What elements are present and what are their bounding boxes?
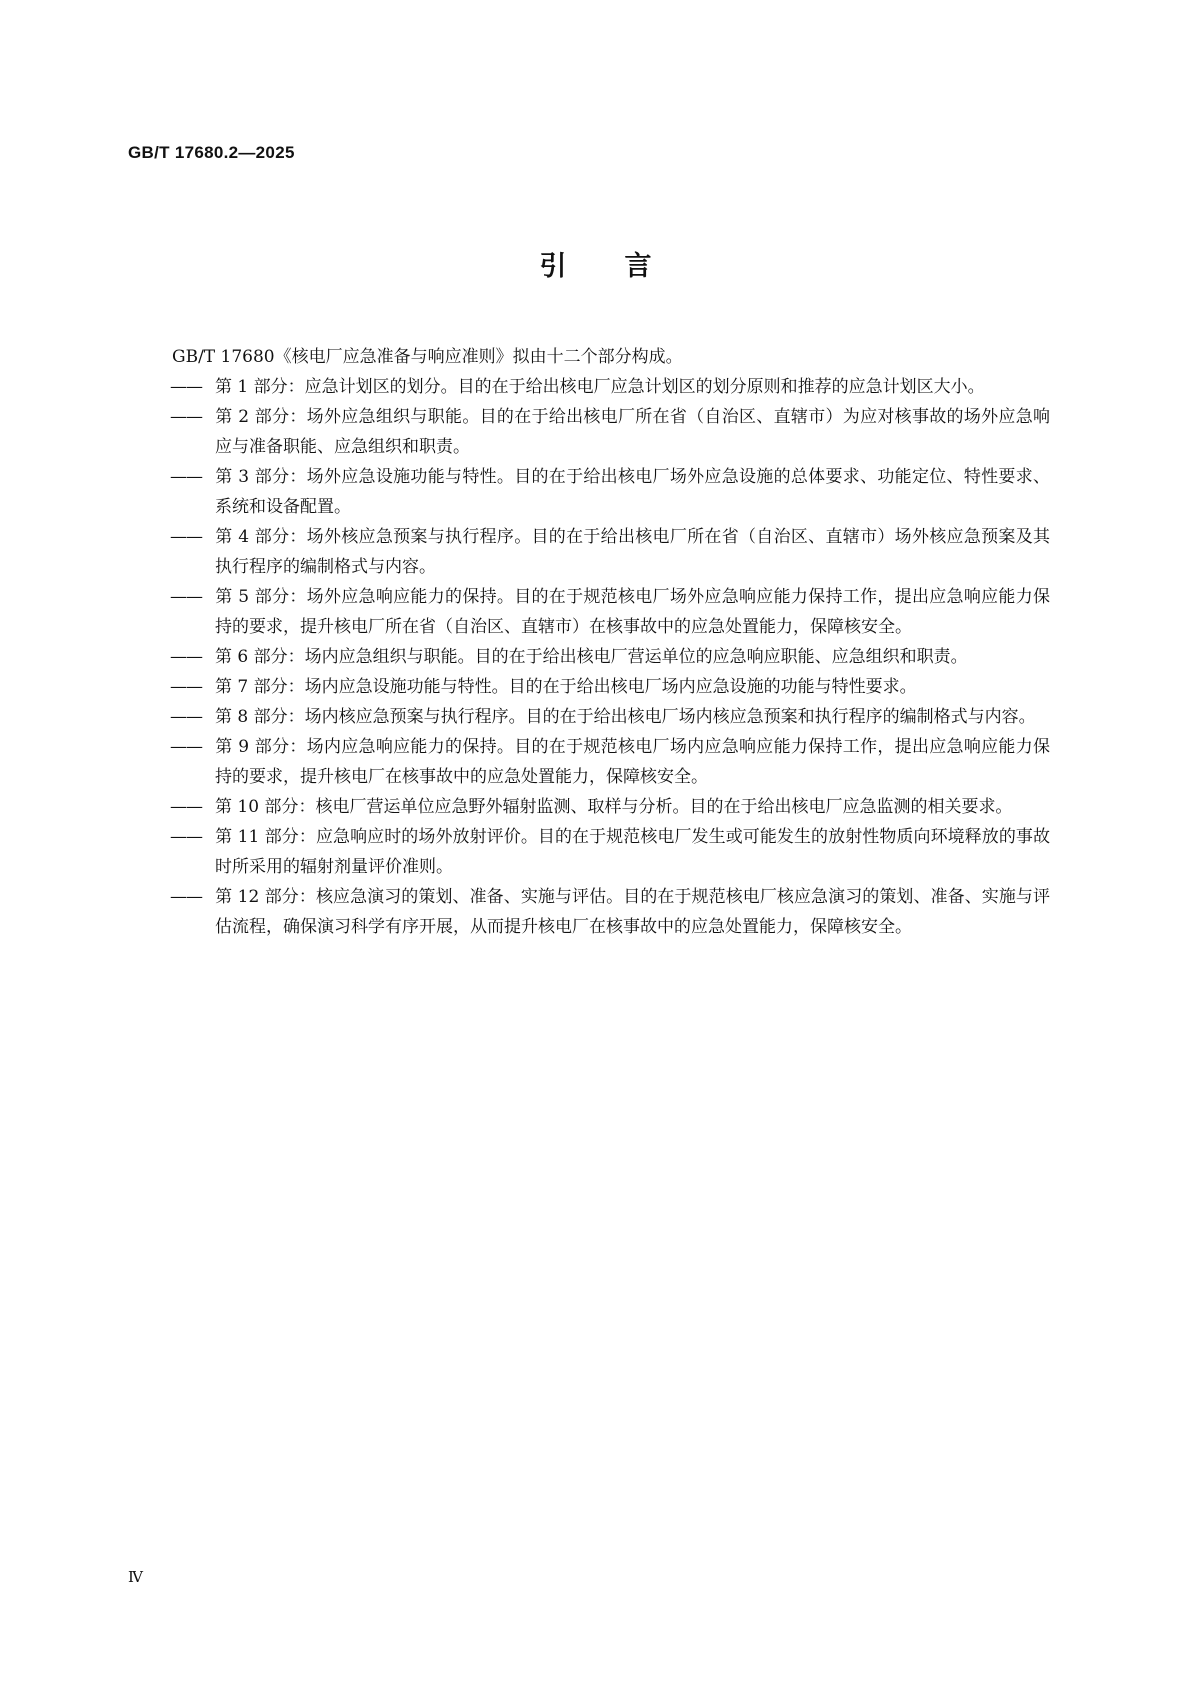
list-dash: —— — [170, 827, 202, 847]
part-item-10 — [170, 792, 1050, 822]
part-text: 第 9 部分：场内应急响应能力的保持。目的在于规范核电厂场内应急响应能力保持工作，提出应急响应能力保持的要求，提升核电厂在核事故中的应急处置能力，保障核安全。 — [215, 737, 1050, 787]
list-dash: —— — [170, 587, 202, 607]
parts-list — [170, 372, 1050, 942]
list-dash: —— — [170, 797, 202, 817]
intro-paragraph: GB/T 17680《核电厂应急准备与响应准则》拟由十二个部分构成。 — [172, 347, 683, 367]
introduction-body — [170, 342, 1050, 942]
part-item-9 — [170, 732, 1050, 792]
list-dash: —— — [170, 467, 202, 487]
list-dash: —— — [170, 377, 202, 397]
part-item-7 — [170, 672, 1050, 702]
part-text: 第 6 部分：场内应急组织与职能。目的在于给出核电厂营运单位的应急响应职能、应急组织和职责。 — [215, 647, 968, 667]
part-item-3 — [170, 462, 1050, 522]
list-dash: —— — [170, 407, 202, 427]
page-number: Ⅳ — [128, 1568, 143, 1586]
part-text: 第 5 部分：场外应急响应能力的保持。目的在于规范核电厂场外应急响应能力保持工作，提出应急响应能力保持的要求，提升核电厂所在省（自治区、直辖市）在核事故中的应急处置能力，保障核安全。 — [215, 587, 1050, 637]
part-text: 第 12 部分：核应急演习的策划、准备、实施与评估。目的在于规范核电厂核应急演习的策划、准备、实施与评估流程，确保演习科学有序开展，从而提升核电厂在核事故中的应急处置能力，保障核安全。 — [215, 887, 1050, 937]
part-text: 第 4 部分：场外核应急预案与执行程序。目的在于给出核电厂所在省（自治区、直辖市）场外核应急预案及其执行程序的编制格式与内容。 — [215, 527, 1050, 577]
list-dash: —— — [170, 887, 202, 907]
part-item-12 — [170, 882, 1050, 942]
list-dash: —— — [170, 527, 202, 547]
part-item-1 — [170, 372, 1050, 402]
section-title: 引言 — [539, 251, 710, 282]
part-text: 第 10 部分：核电厂营运单位应急野外辐射监测、取样与分析。目的在于给出核电厂应急监测的相关要求。 — [215, 797, 1013, 817]
part-text: 第 7 部分：场内应急设施功能与特性。目的在于给出核电厂场内应急设施的功能与特性要求。 — [215, 677, 917, 697]
list-dash: —— — [170, 647, 202, 667]
part-item-4 — [170, 522, 1050, 582]
list-dash: —— — [170, 677, 202, 697]
list-dash: —— — [170, 737, 202, 757]
part-text: 第 1 部分：应急计划区的划分。目的在于给出核电厂应急计划区的划分原则和推荐的应急计划区大小。 — [215, 377, 985, 397]
part-text: 第 2 部分：场外应急组织与职能。目的在于给出核电厂所在省（自治区、直辖市）为应对核事故的场外应急响应与准备职能、应急组织和职责。 — [215, 407, 1050, 457]
part-item-11 — [170, 822, 1050, 882]
standard-number: GB/T 17680.2—2025 — [128, 143, 295, 162]
part-text: 第 3 部分：场外应急设施功能与特性。目的在于给出核电厂场外应急设施的总体要求、功能定位、特性要求、系统和设备配置。 — [215, 467, 1050, 517]
list-dash: —— — [170, 707, 202, 727]
part-text: 第 11 部分：应急响应时的场外放射评价。目的在于规范核电厂发生或可能发生的放射性物质向环境释放的事故时所采用的辐射剂量评价准则。 — [215, 827, 1050, 877]
part-item-2 — [170, 402, 1050, 462]
part-item-6 — [170, 642, 1050, 672]
part-item-5 — [170, 582, 1050, 642]
part-text: 第 8 部分：场内核应急预案与执行程序。目的在于给出核电厂场内核应急预案和执行程序的编制格式与内容。 — [215, 707, 1036, 727]
part-item-8 — [170, 702, 1050, 732]
